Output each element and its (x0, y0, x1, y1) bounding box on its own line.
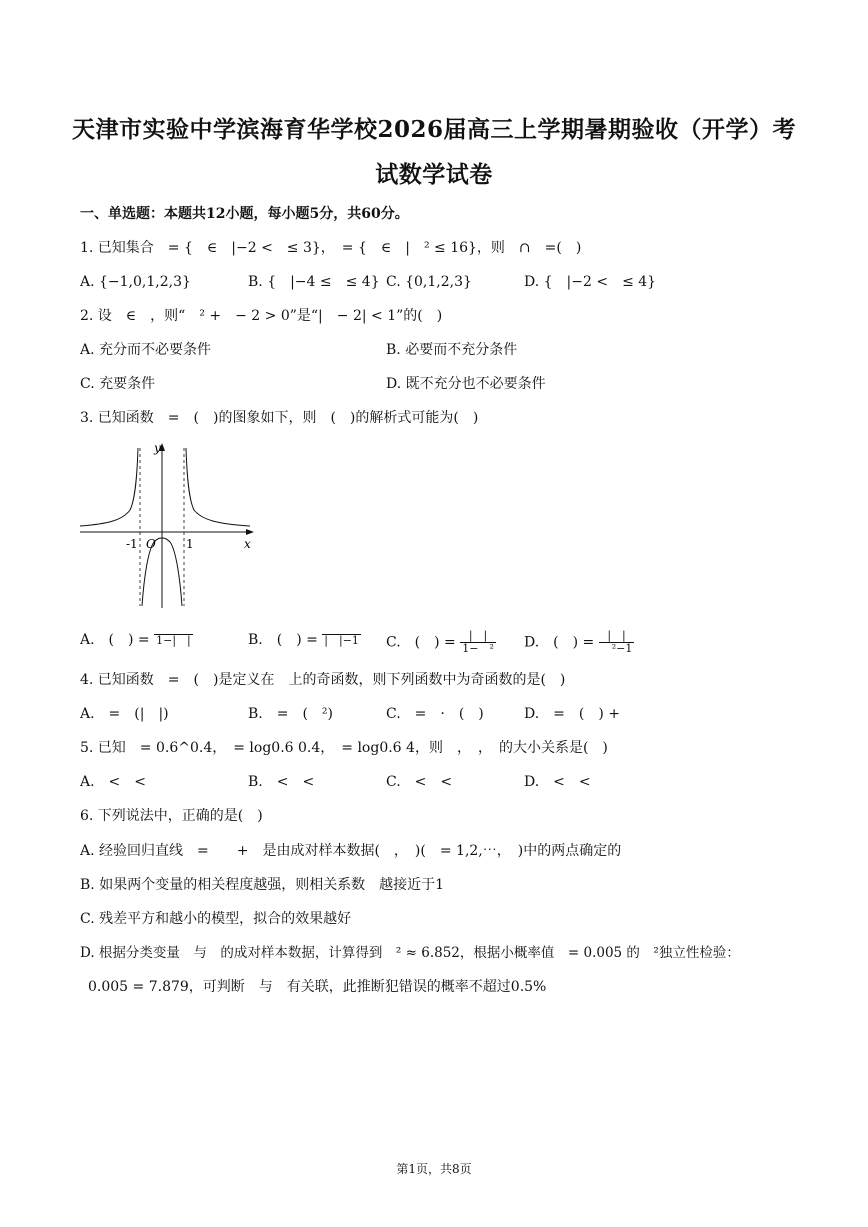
question-2-option-c: C. 充要条件 (80, 376, 156, 392)
question-5-option-a: A. < < (80, 774, 147, 790)
function-graph (78, 438, 258, 610)
question-2-option-a: A. 充分而不必要条件 (80, 342, 212, 358)
question-1-option-a: A. {−1,0,1,2,3} (80, 274, 191, 290)
question-5-option-c: C. < < (386, 774, 453, 790)
question-2-option-b: B. 必要而不充分条件 (386, 342, 518, 358)
question-6-option-b: B. 如果两个变量的相关程度越强，则相关系数 越接近于1 (80, 877, 445, 893)
question-4-option-b: B. = ( ²) (248, 706, 334, 722)
option-b-denominator: | |−1 (324, 633, 359, 647)
question-4-stem: 4. 已知函数 = ( )是定义在 上的奇函数，则下列函数中为奇函数的是( ) (80, 672, 566, 688)
option-a-fraction (154, 634, 193, 647)
option-d-numerator: | | (599, 630, 635, 643)
option-a-prefix: A. ( ) = (80, 632, 150, 648)
question-6-option-d-line-2: 0.005 = 7.879，可判断 与 有关联，此推断犯错误的概率不超过0.5% (88, 979, 547, 995)
page-title-line-2: 试数学试卷 (375, 161, 493, 188)
option-c-numerator: | | (460, 630, 496, 643)
question-4-option-d: D. = ( ) + (524, 706, 621, 722)
option-d-prefix: D. ( ) = (524, 634, 595, 651)
option-a-denominator: 1−| | (156, 633, 191, 647)
graph-x-label: x (244, 537, 251, 551)
question-5-stem: 5. 已知 = 0.6^0.4， = log0.6 0.4， = log0.6 4，则 ， ， 的大小关系是( ) (80, 740, 608, 756)
question-4-option-a: A. = (| |) (80, 706, 169, 722)
graph-tick-neg-one: -1 (126, 537, 138, 551)
question-3-stem: 3. 已知函数 = ( )的图象如下，则 ( )的解析式可能为( ) (80, 410, 479, 426)
question-5-option-d: D. < < (524, 774, 591, 790)
question-6-option-a: A. 经验回归直线 = + 是由成对样本数据( ， )( = 1,2,⋯， )中的两点确定的 (80, 843, 622, 859)
question-1-option-c: C. {0,1,2,3} (386, 274, 472, 290)
section-heading: 一、单选题：本题共12小题，每小题5分，共60分。 (80, 206, 409, 222)
question-2-stem: 2. 设 ∈ ，则“ ² + − 2 > 0”是“| − 2| < 1”的( ) (80, 308, 443, 324)
question-3-option-b (248, 630, 361, 650)
graph-tick-pos-one: 1 (186, 537, 194, 551)
option-c-prefix: C. ( ) = (386, 634, 456, 651)
question-6-stem: 6. 下列说法中，正确的是( ) (80, 808, 263, 824)
page-footer: 第1页，共8页 (396, 1162, 472, 1176)
option-c-fraction (460, 630, 496, 655)
option-b-prefix: B. ( ) = (248, 632, 318, 648)
question-1-option-d: D. { |−2 < ≤ 4} (524, 274, 657, 290)
question-5-option-b: B. < < (248, 774, 315, 790)
question-6-option-c: C. 残差平方和越小的模型，拟合的效果越好 (80, 911, 352, 927)
question-6-option-d-line-1: D. 根据分类变量 与 的成对样本数据，计算得到 ² ≈ 6.852，根据小概率值 = 0.005 的 ²独立性检验： (80, 945, 740, 961)
question-1-option-b: B. { |−4 ≤ ≤ 4} (248, 274, 380, 290)
graph-origin-label: O (146, 537, 156, 551)
question-2-option-d: D. 既不充分也不必要条件 (386, 376, 546, 392)
option-c-denominator: 1− ² (462, 642, 494, 655)
question-4-option-c: C. = · ( ) (386, 706, 484, 722)
question-3-option-a (80, 630, 193, 650)
question-3-option-d (524, 630, 634, 655)
option-b-fraction (322, 634, 361, 647)
question-3-option-c (386, 630, 496, 655)
option-d-denominator: ²−1 (600, 642, 633, 655)
option-d-fraction (599, 630, 635, 655)
question-1-stem: 1. 已知集合 = { ∈ |−2 < ≤ 3}， = { ∈ | ² ≤ 16}，则 ∩ =( ) (80, 240, 582, 256)
graph-y-label: y (154, 441, 161, 455)
page-title-line-1: 天津市实验中学滨海育华学校2026届高三上学期暑期验收（开学）考 (71, 116, 796, 143)
